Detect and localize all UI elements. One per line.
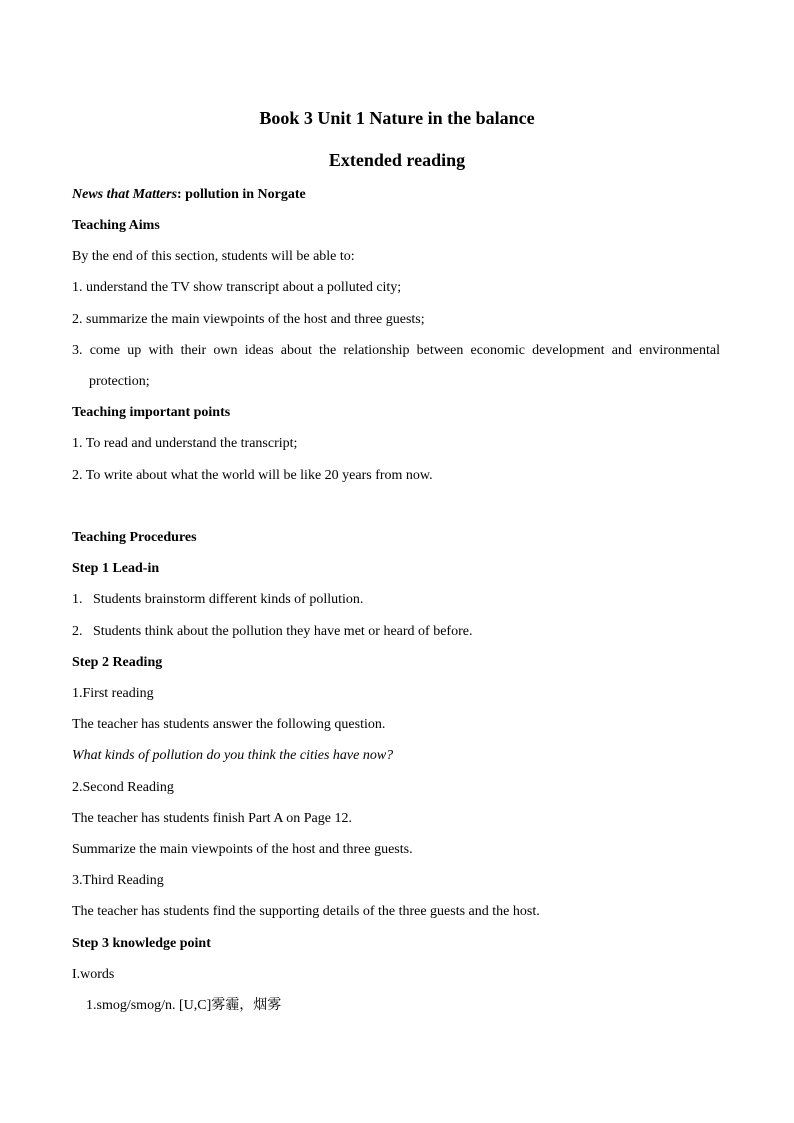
words-label: I.words [72,967,115,982]
first-reading-question: What kinds of pollution do you think the cities have now? [72,748,394,763]
important-point-1: 1. To read and understand the transcript; [72,436,298,451]
important-points-heading: Teaching important points [72,405,231,420]
section-title [72,186,306,204]
step2-heading: Step 2 Reading [72,655,163,670]
teaching-aim-3-continued: protection; [89,374,150,389]
teaching-aim-2: 2. summarize the main viewpoints of the host and three guests; [72,312,425,327]
step3-heading: Step 3 knowledge point [72,936,211,951]
step1-heading: Step 1 Lead-in [72,561,160,576]
teaching-aim-3: 3. come up with their own ideas about the relationship between economic development and environmental [72,343,720,358]
third-reading-label: 3.Third Reading [72,873,164,888]
third-reading-instruction: The teacher has students find the supporting details of the three guests and the host. [72,904,540,919]
second-reading-label: 2.Second Reading [72,780,174,795]
word-item-1: 1.smog/smog/n. [U,C]雾霾，烟雾 [86,998,282,1013]
section-title-rest: : pollution in Norgate [177,187,306,202]
teaching-aims-heading: Teaching Aims [72,218,160,233]
section-title-italic: News that Matters [72,187,178,202]
step1-item-2: 2. Students think about the pollution they have met or heard of before. [72,624,473,639]
second-reading-summary: Summarize the main viewpoints of the host and three guests. [72,842,413,857]
procedures-heading: Teaching Procedures [72,530,197,545]
teaching-aim-1: 1. understand the TV show transcript about a polluted city; [72,280,402,295]
second-reading-instruction: The teacher has students finish Part A on Page 12. [72,811,352,826]
important-point-2: 2. To write about what the world will be like 20 years from now. [72,468,433,483]
first-reading-instruction: The teacher has students answer the following question. [72,717,386,732]
teaching-aims-intro: By the end of this section, students will be able to: [72,249,355,264]
first-reading-label: 1.First reading [72,686,154,701]
document-subtitle: Extended reading [328,150,466,170]
step1-item-1: 1. Students brainstorm different kinds of pollution. [72,592,364,607]
document-title: Book 3 Unit 1 Nature in the balance [259,108,535,128]
